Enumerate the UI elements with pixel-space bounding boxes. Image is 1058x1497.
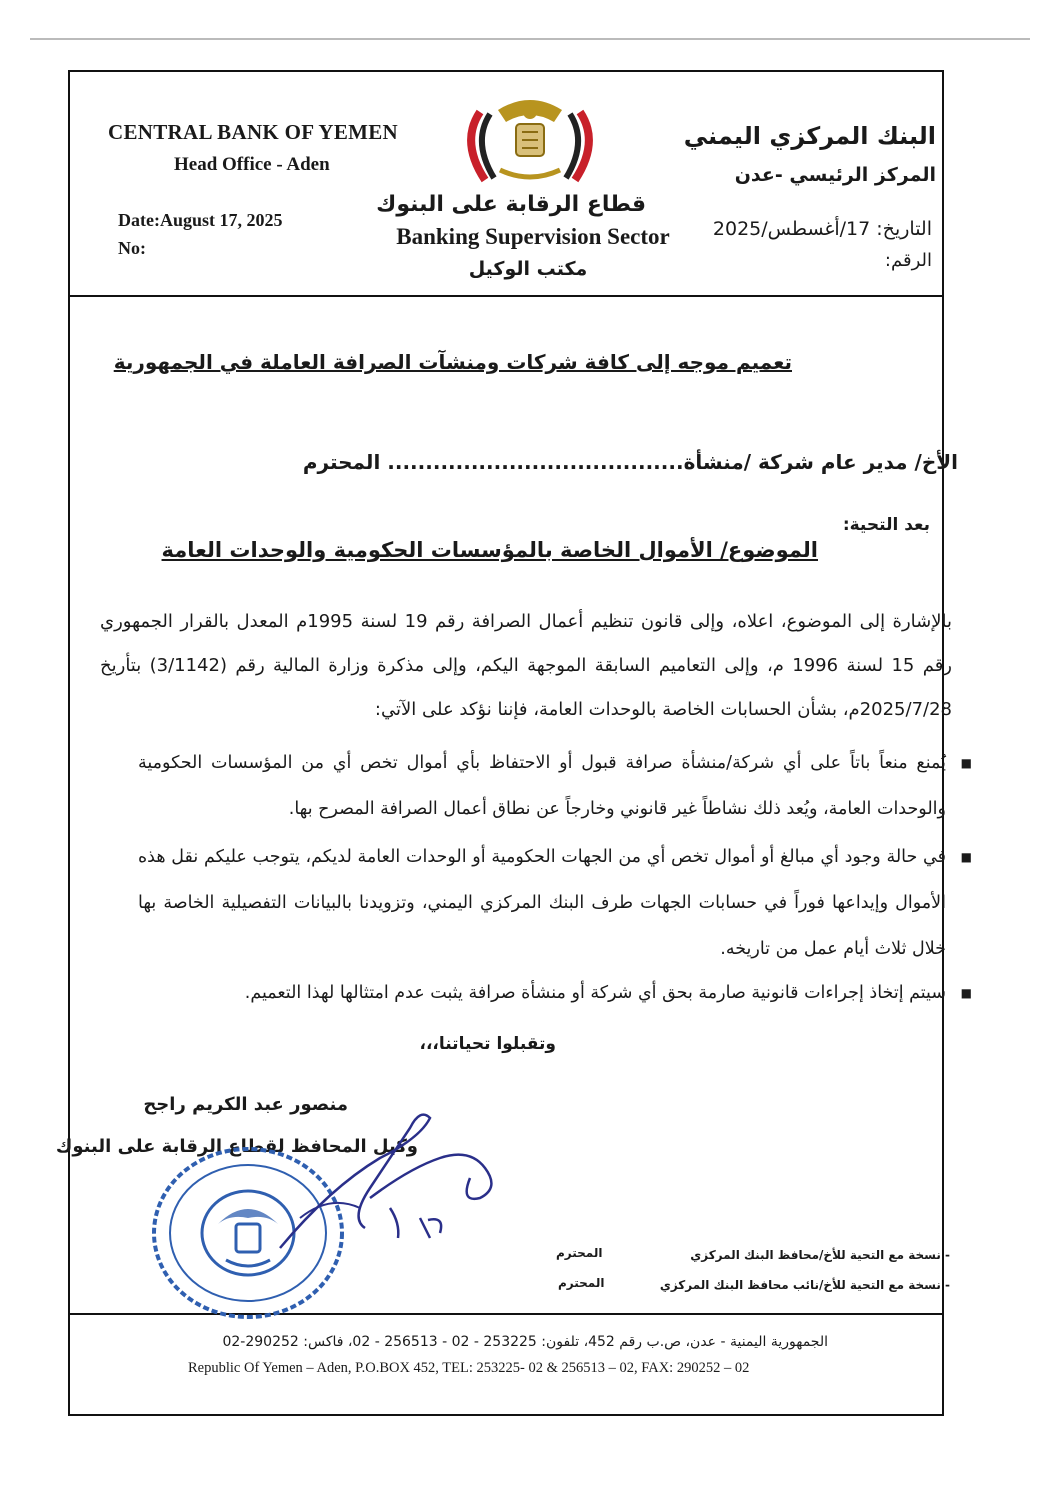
bank-name-en: CENTRAL BANK OF YEMEN bbox=[108, 120, 399, 144]
bullet-text: في حالة وجود أي مبالغ أو أموال تخص أي من الجهات الحكومية أو الوحدات العامة لديكم، يتوجب عليكم نقل هذه الأموال وإيداعها فوراً في حسابات الجهات طرف البنك المركزي اليمني، وتزويدنا بالبيانات التفصيلية الخاصة بها خلال ثلاث أيام عمل من تاريخه. bbox=[138, 847, 946, 959]
header-divider bbox=[68, 295, 944, 297]
bullet-text: سيتم إتخاذ إجراءات قانونية صارمة بحق أي شركة أو منشأة صرافة يثبت عدم امتثالها لهذا التعميم. bbox=[244, 983, 946, 1003]
subject-line: الموضوع/ الأموال الخاصة بالمؤسسات الحكومية والوحدات العامة bbox=[161, 538, 818, 562]
bullet-icon: ■ bbox=[960, 850, 972, 864]
scan-edge-line bbox=[30, 38, 1030, 40]
closing-remark: وتقبلوا تحياتنا،،، bbox=[419, 1034, 556, 1054]
reference-no-en: No: bbox=[118, 238, 146, 258]
bullet-icon: ■ bbox=[960, 986, 972, 1000]
signatory-name: منصور عبد الكريم راجح bbox=[143, 1094, 348, 1115]
bullet-item bbox=[138, 740, 972, 832]
head-office-en: Head Office - Aden bbox=[174, 154, 330, 175]
copy-honorific: المحترم bbox=[556, 1246, 603, 1260]
national-emblem-icon bbox=[450, 92, 610, 192]
copy-recipient-governor: - نسخة مع التحية للأخ/محافظ البنك المركزي bbox=[690, 1248, 950, 1262]
sector-name-ar: قطاع الرقابة على البنوك bbox=[376, 192, 646, 217]
signatory-title: وكيل المحافظ لقطاع الرقابة على البنوك bbox=[55, 1136, 418, 1157]
addressee-line: الأخ/ مدير عام شركة /منشأة....................................... المحترم bbox=[302, 450, 958, 474]
bullet-icon: ■ bbox=[960, 756, 972, 770]
deputy-office-ar: مكتب الوكيل bbox=[468, 258, 588, 280]
footer-address-ar: الجمهورية اليمنية - عدن، ص.ب رقم 452، تلفون: 253225 - 02 - 256513 - 02، فاكس: 290252-02 bbox=[222, 1334, 828, 1350]
footer-address-en: Republic Of Yemen – Aden, P.O.BOX 452, TEL: 253225- 02 & 256513 – 02, FAX: 290252 – 02 bbox=[188, 1360, 750, 1376]
bullet-item bbox=[138, 834, 972, 972]
date-ar: التاريخ: 17/أغسطس/2025 bbox=[712, 218, 932, 240]
greeting: بعد التحية: bbox=[842, 515, 930, 535]
bullet-text: يُمنع منعاً باتاً على أي شركة/منشأة صرافة قبول أو الاحتفاظ بأي أموال تخص أي من المؤسسات الحكومية والوحدات العامة، ويُعد ذلك نشاطاً غير قانوني وخارجاً عن نطاق أعمال الصرافة المصرح بها. bbox=[138, 753, 946, 819]
intro-paragraph: بالإشارة إلى الموضوع، اعلاه، وإلى قانون تنظيم أعمال الصرافة رقم 19 لسنة 1995م المعدل بالقرار الجمهوري رقم 15 لسنة 1996 م، وإلى التعاميم السابقة الموجهة اليكم، وإلى مذكرة وزارة المالية رقم (3/1142) بتأريخ 2025/7/28م، بشأن الحسابات الخاصة بالوحدات العامة، فإننا نؤكد على الآتي: bbox=[100, 611, 952, 720]
head-office-ar: المركز الرئيسي -عدن bbox=[734, 164, 936, 186]
bank-name-ar: البنك المركزي اليمني bbox=[683, 122, 936, 150]
copy-honorific: المحترم bbox=[558, 1276, 605, 1290]
copy-recipient-deputy-governor: - نسخة مع التحية للأخ/نائب محافظ البنك المركزي bbox=[659, 1278, 950, 1292]
circular-title: تعميم موجه إلى كافة شركات ومنشآت الصرافة العاملة في الجمهورية bbox=[113, 350, 792, 374]
reference-no-ar: الرقم: bbox=[884, 250, 932, 271]
sector-name-en: Banking Supervision Sector bbox=[396, 224, 670, 249]
bullet-item bbox=[138, 970, 972, 1016]
handwritten-signature bbox=[270, 1098, 510, 1258]
date-en: Date:August 17, 2025 bbox=[118, 210, 283, 230]
